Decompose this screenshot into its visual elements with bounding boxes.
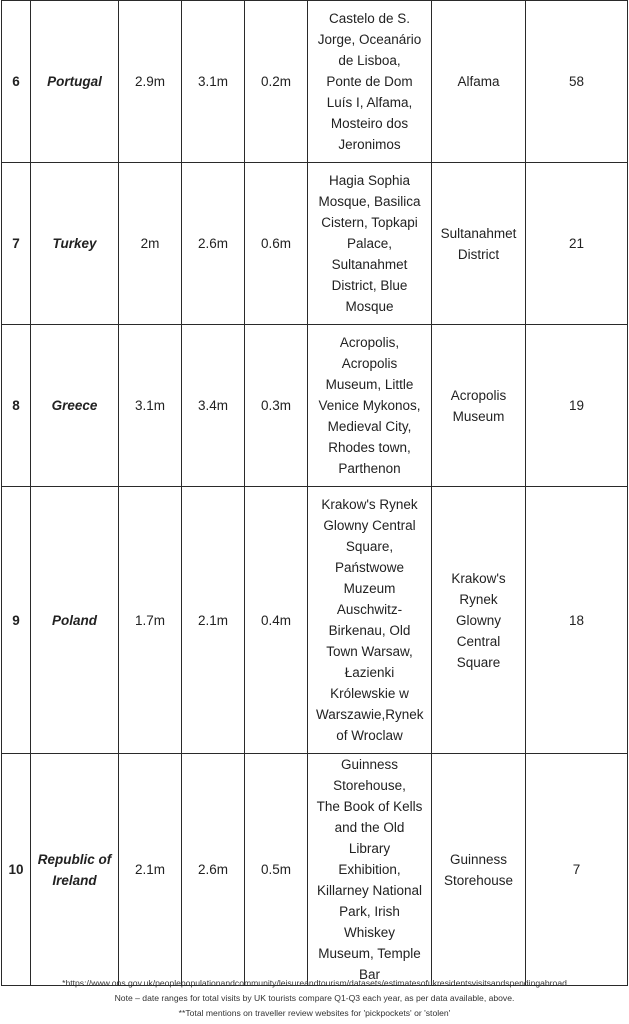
attractions-line: Muzeum	[343, 581, 396, 596]
attractions-line: and the Old Library	[334, 820, 405, 856]
top-hotspot-cell	[432, 1, 526, 163]
top-hotspot-line: Rynek	[459, 591, 498, 607]
date-range-footnote: Note – date ranges for total visits by UK tourists compare Q1-Q3 each year, as per data available, above.	[114, 993, 515, 1003]
rank-cell: 10	[2, 754, 31, 986]
country-line: Republic of	[37, 851, 112, 867]
footnotes	[0, 976, 629, 1021]
attractions-line: Venice Mykonos,	[318, 398, 421, 413]
mentions-count-cell: 19	[526, 325, 628, 487]
attractions-line: Birkenau, Old	[328, 623, 411, 638]
country-cell: Poland	[31, 487, 119, 754]
attractions-line: Luís I, Alfama,	[326, 95, 413, 110]
attractions-line: The Book of Kells	[316, 799, 423, 814]
mentions-count-cell: 21	[526, 163, 628, 325]
table-row	[2, 163, 628, 325]
top-hotspot-cell	[432, 754, 526, 986]
top-hotspot-line: Krakow's	[451, 570, 506, 586]
attractions-cell	[308, 487, 432, 754]
top-hotspot-line: Storehouse	[443, 872, 514, 888]
attractions-line: Palace,	[346, 236, 393, 251]
attractions-line: of Wroclaw	[336, 728, 403, 743]
top-hotspot-line: Guinness	[449, 851, 508, 867]
rank-cell: 6	[2, 1, 31, 163]
attractions-line: Parthenon	[338, 461, 401, 476]
attractions-line: Square,	[345, 539, 394, 554]
attractions-line: Acropolis,	[339, 335, 400, 350]
country-line: Ireland	[52, 872, 97, 888]
attractions-line: Królewskie w	[330, 686, 409, 701]
value-cell-3: 0.3m	[245, 325, 308, 487]
value-cell-1: 2m	[119, 163, 182, 325]
attractions-line: Łazienki	[344, 665, 395, 680]
value-cell-2: 3.1m	[182, 1, 245, 163]
attractions-line: Auschwitz-	[336, 602, 403, 617]
top-hotspot-line: Museum	[452, 408, 505, 424]
rank-cell: 7	[2, 163, 31, 325]
attractions-cell	[308, 1, 432, 163]
attractions-line: Museum, Little	[325, 377, 414, 392]
attractions-line: Museum, Temple	[318, 946, 421, 961]
rank-cell: 9	[2, 487, 31, 754]
destination-table	[1, 0, 628, 986]
value-cell-3: 0.6m	[245, 163, 308, 325]
table-row	[2, 487, 628, 754]
table-row	[2, 754, 628, 986]
attractions-line: de Lisboa,	[338, 53, 401, 68]
top-hotspot-cell	[432, 163, 526, 325]
attractions-line: Exhibition,	[338, 862, 401, 877]
top-hotspot-line: Acropolis	[450, 387, 507, 403]
value-cell-3: 0.5m	[245, 754, 308, 986]
table-row	[2, 325, 628, 487]
value-cell-1: 2.1m	[119, 754, 182, 986]
top-hotspot-line: District	[457, 246, 500, 262]
attractions-line: Cistern, Topkapi	[321, 215, 418, 230]
attractions-line: Krakow's Rynek	[321, 497, 418, 512]
top-hotspot-line: Square	[456, 654, 501, 670]
top-hotspot-line: Glowny	[455, 612, 501, 628]
value-cell-1: 2.9m	[119, 1, 182, 163]
attractions-cell	[308, 163, 432, 325]
attractions-line: Bar	[358, 967, 380, 982]
attractions-line: Mosteiro dos	[330, 116, 409, 131]
top-hotspot-line: Central	[456, 633, 501, 649]
attractions-line: Mosque, Basilica	[318, 194, 421, 209]
value-cell-2: 3.4m	[182, 325, 245, 487]
attractions-line: Sultanahmet	[331, 257, 408, 272]
attractions-line: Mosque	[345, 299, 394, 314]
top-hotspot-line: Sultanahmet	[440, 225, 517, 241]
value-cell-1: 1.7m	[119, 487, 182, 754]
attractions-line: Glowny Central	[323, 518, 416, 533]
country-cell: Greece	[31, 325, 119, 487]
attractions-line: Hagia Sophia	[328, 173, 411, 188]
attractions-line: Castelo de S.	[328, 11, 411, 26]
value-cell-2: 2.1m	[182, 487, 245, 754]
attractions-line: Rhodes town,	[328, 440, 411, 455]
value-cell-3: 0.2m	[245, 1, 308, 163]
value-cell-3: 0.4m	[245, 487, 308, 754]
source-footnote: *https://www.ons.gov.uk/peoplepopulationandcommunity/leisureandtourism/datasets/estimatesofukresidentsvisitsandspendingabroad	[62, 978, 567, 988]
country-cell: Portugal	[31, 1, 119, 163]
mentions-count-cell: 7	[526, 754, 628, 986]
attractions-line: Medieval City,	[327, 419, 412, 434]
mentions-count-cell: 58	[526, 1, 628, 163]
mentions-footnote: **Total mentions on traveller review websites for 'pickpockets' or 'stolen'	[178, 1008, 451, 1018]
attractions-line: Acropolis	[341, 356, 398, 371]
attractions-cell	[308, 325, 432, 487]
table-row	[2, 1, 628, 163]
top-hotspot-cell	[432, 325, 526, 487]
attractions-line: Guinness	[340, 757, 399, 772]
value-cell-2: 2.6m	[182, 754, 245, 986]
country-cell	[31, 754, 119, 986]
attractions-line: Jorge, Oceanário	[317, 32, 422, 47]
attractions-line: Jeronimos	[338, 137, 401, 152]
attractions-line: Storehouse,	[333, 778, 406, 793]
rank-cell: 8	[2, 325, 31, 487]
attractions-line: Killarney National	[316, 883, 423, 898]
attractions-line: Warszawie,Rynek	[316, 707, 424, 722]
destination-table-container	[1, 0, 627, 986]
attractions-cell	[308, 754, 432, 986]
attractions-line: District, Blue	[331, 278, 408, 293]
attractions-line: Państwowe	[334, 560, 405, 575]
mentions-count-cell: 18	[526, 487, 628, 754]
top-hotspot-cell	[432, 487, 526, 754]
attractions-line: Town Warsaw,	[326, 644, 413, 659]
top-hotspot-line: Alfama	[457, 74, 500, 89]
attractions-line: Ponte de Dom	[326, 74, 413, 89]
value-cell-2: 2.6m	[182, 163, 245, 325]
country-cell: Turkey	[31, 163, 119, 325]
attractions-line: Park, Irish Whiskey	[339, 904, 400, 940]
value-cell-1: 3.1m	[119, 325, 182, 487]
